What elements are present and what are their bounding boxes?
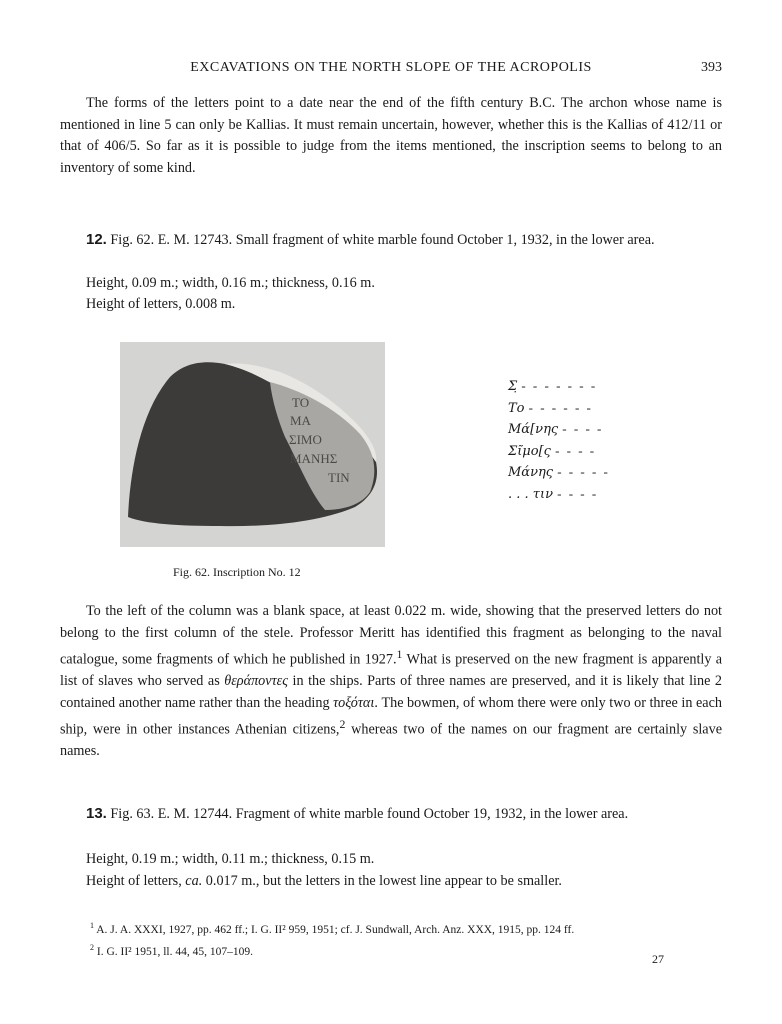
entry-13-dimensions: Height, 0.19 m.; width, 0.11 m.; thickness, 0.15 m. bbox=[86, 851, 375, 867]
entry-13-heading-text: Fig. 63. E. M. 12744. Fragment of white marble found October 19, 1932, in the lower area. bbox=[110, 806, 629, 822]
commentary-text-4: . The bowmen, of whom there were only two or three in each ship, were in other instances Athenian citizens, bbox=[60, 694, 722, 738]
entry-12-letter-height: Height of letters, 0.008 m. bbox=[86, 296, 236, 312]
transcription-line-5 bbox=[508, 464, 638, 486]
commentary-text-5: whereas two of the names on our fragment are certainly slave names. bbox=[60, 721, 722, 760]
entry-13-letter-height bbox=[86, 871, 562, 892]
inscription-transcription bbox=[508, 378, 638, 507]
stone-letter-line-5: ΤΙΝ bbox=[328, 470, 350, 485]
stone-letter-line-3: ΣΙΜΟ bbox=[289, 432, 322, 447]
running-head bbox=[60, 60, 722, 80]
footnote-mark: 2 bbox=[90, 942, 94, 952]
entry-12-dimensions: Height, 0.09 m.; width, 0.16 m.; thickness, 0.16 m. bbox=[86, 275, 375, 291]
footnote-1 bbox=[90, 917, 730, 939]
intro-paragraph: The forms of the letters point to a date near the end of the fifth century B.C. The archon whose name is mentioned in line 5 can only be Kallias. It must remain uncertain, however, whether this is the Kallias of 412/11 or that of 406/5. So far as it is possible to judge from the items mentioned, the inscription seems to belong to an inventory of some kind. bbox=[60, 95, 722, 176]
entry-13-heading bbox=[60, 803, 722, 826]
letter-height-prefix: Height of letters, bbox=[86, 873, 182, 889]
transcription-text: . . . τιν bbox=[508, 486, 553, 502]
transcription-line-6 bbox=[508, 486, 638, 508]
transcription-dashes: - - - - - bbox=[557, 464, 610, 479]
stone-letter-line-1: ΤΟ bbox=[292, 395, 310, 410]
figure-caption: Fig. 62. Inscription No. 12 bbox=[173, 565, 301, 579]
footnote-mark: 1 bbox=[90, 921, 94, 930]
stone-letter-line-4: ΜΑΝΗΣ bbox=[290, 451, 338, 466]
stone-letter-line-2: ΜΑ bbox=[290, 413, 311, 428]
entry-12-heading bbox=[60, 229, 722, 252]
greek-term-toxotai: τοξόται bbox=[333, 694, 375, 711]
commentary-paragraph bbox=[60, 601, 722, 763]
commentary-text-3: in the ships. Parts of three names are preserved, and it is likely that line 2 contained another name rather than the heading bbox=[60, 673, 722, 711]
footnotes bbox=[90, 917, 730, 961]
transcription-dashes: - - - - bbox=[555, 442, 597, 458]
signature-mark: 27 bbox=[652, 952, 664, 966]
footnote-ref-1: 1 bbox=[396, 647, 403, 661]
transcription-line-3 bbox=[508, 421, 638, 443]
footnote-ref-2: 2 bbox=[339, 717, 346, 732]
running-title: EXCAVATIONS ON THE NORTH SLOPE OF THE ACROPOLIS bbox=[190, 60, 592, 75]
letter-height-ca: ca. bbox=[185, 873, 203, 889]
transcription-line-1 bbox=[508, 378, 638, 400]
entry-12-heading-text: Fig. 62. E. M. 12743. Small fragment of white marble found October 1, 1932, in the lower area. bbox=[110, 232, 655, 248]
commentary-text-2: What is preserved on the new fragment is apparently a list of slaves who served as bbox=[60, 651, 722, 690]
transcription-dashes: - - - - - - - bbox=[521, 378, 598, 393]
transcription-dashes: - - - - bbox=[562, 421, 604, 436]
transcription-dashes: - - - - bbox=[557, 485, 599, 501]
page-number: 393 bbox=[701, 60, 722, 75]
footnote-text: A. J. A. XXXI, 1927, pp. 462 ff.; I. G. II² 959, 1951; cf. J. Sundwall, Arch. Anz. XXX, 1915, pp. 124 ff. bbox=[96, 923, 575, 936]
greek-term-therapontes: θεράποντες bbox=[224, 673, 288, 690]
transcription-text: Το bbox=[508, 400, 525, 416]
entry-13-number: 13. bbox=[86, 805, 107, 822]
commentary-text-1: To the left of the column was a blank space, at least 0.022 m. wide, showing that the preserved letters do not belong to the first column of the stele. Professor Meritt has identified this fragment as belonging to the naval catalogue, some fragments of which he published in 1927. bbox=[60, 603, 722, 668]
fragment-photo-graphic bbox=[120, 342, 385, 547]
transcription-line-2 bbox=[508, 400, 638, 422]
entry-12-number: 12. bbox=[86, 231, 107, 248]
transcription-dashes: - - - - - - bbox=[528, 399, 593, 415]
transcription-text: Μάνης bbox=[508, 465, 554, 480]
transcription-text: Σῖμο[ς bbox=[508, 443, 551, 459]
transcription-line-4 bbox=[508, 443, 638, 465]
transcription-text: Μά[νης bbox=[508, 422, 559, 437]
footnote-text: I. G. II² 1951, ll. 44, 45, 107–109. bbox=[96, 945, 254, 958]
letter-height-rest: 0.017 m., but the letters in the lowest line appear to be smaller. bbox=[205, 873, 562, 889]
footnote-2 bbox=[90, 939, 730, 961]
fragment-photo bbox=[120, 342, 385, 547]
transcription-text: Σ̣ bbox=[508, 379, 518, 394]
